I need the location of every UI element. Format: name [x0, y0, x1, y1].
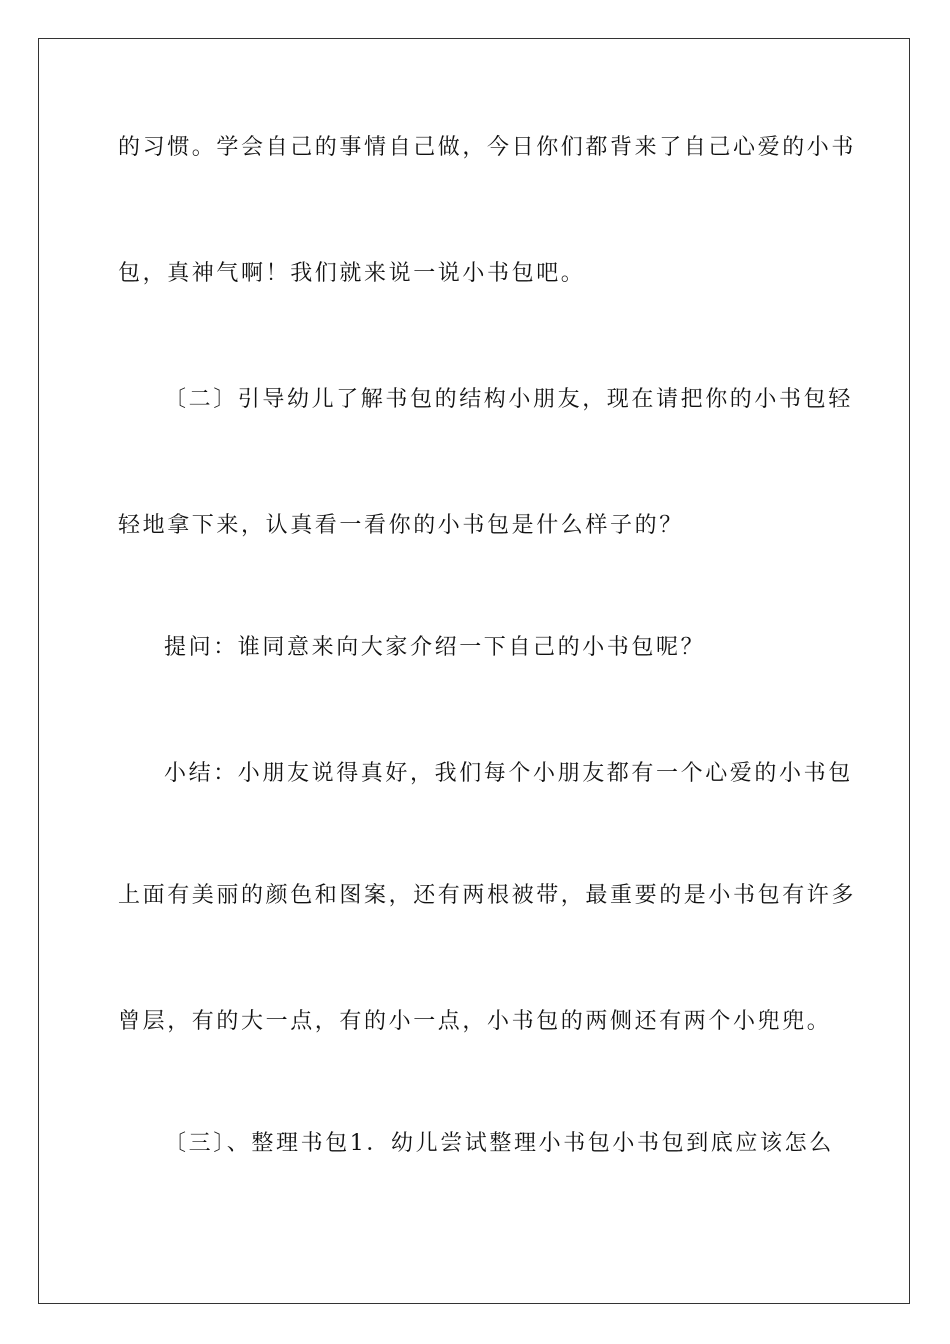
paragraph-line-8: 曾层，有的大一点，有的小一点，小书包的两侧还有两个小兜兜。	[118, 1009, 832, 1034]
paragraph-line-3: 〔二〕引导幼儿了解书包的结构小朋友，现在请把你的小书包轻	[164, 387, 853, 412]
paragraph-line-6: 小结：小朋友说得真好，我们每个小朋友都有一个心爱的小书包	[164, 761, 853, 786]
page-border	[38, 38, 910, 1304]
paragraph-line-9: 〔三〕、整理书包1．幼儿尝试整理小书包小书包到底应该怎么	[164, 1131, 834, 1156]
paragraph-line-1: 的习惯。学会自己的事情自己做，今日你们都背来了自己心爱的小书	[118, 135, 857, 160]
paragraph-line-5: 提问：谁同意来向大家介绍一下自己的小书包呢？	[164, 635, 706, 660]
paragraph-line-7: 上面有美丽的颜色和图案，还有两根被带，最重要的是小书包有许多	[118, 883, 857, 908]
paragraph-line-2: 包，真神气啊！我们就来说一说小书包吧。	[118, 261, 586, 286]
paragraph-line-4: 轻地拿下来，认真看一看你的小书包是什么样子的？	[118, 513, 684, 538]
